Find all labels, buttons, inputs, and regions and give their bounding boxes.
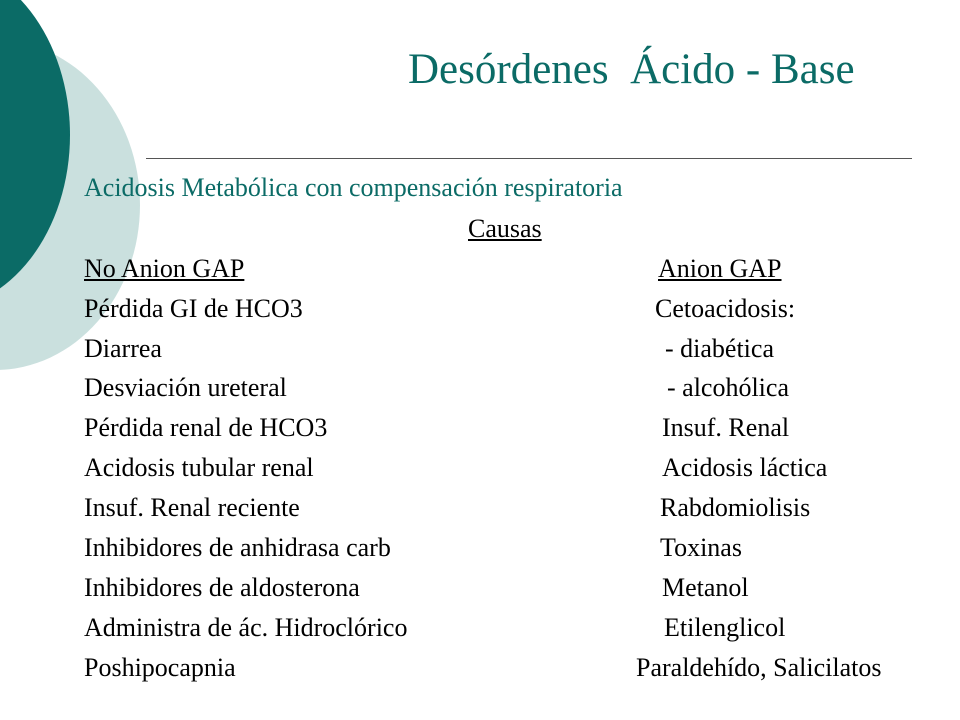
left-item: Insuf. Renal reciente <box>84 493 300 522</box>
left-item: Acidosis tubular renal <box>84 453 314 482</box>
slide-title: Desórdenes Ácido - Base <box>408 46 855 93</box>
left-item: Pérdida GI de HCO3 <box>84 294 303 323</box>
right-item: Paraldehído, Salicilatos <box>636 653 882 682</box>
right-item: Insuf. Renal <box>662 413 790 442</box>
right-item: Cetoacidosis: <box>655 294 796 323</box>
right-item: Acidosis láctica <box>662 453 828 482</box>
left-item: Desviación ureteral <box>84 373 287 402</box>
right-item: Rabdomiolisis <box>660 493 811 522</box>
left-item: Diarrea <box>84 334 162 363</box>
right-item: Etilenglicol <box>664 613 786 642</box>
left-item: Inhibidores de anhidrasa carb <box>84 533 391 562</box>
left-item: Administra de ác. Hidroclórico <box>84 613 408 642</box>
right-item: Metanol <box>662 573 749 602</box>
left-column-header: No Anion GAP <box>84 254 245 283</box>
right-item: - alcohólica <box>667 373 789 402</box>
left-item: Inhibidores de aldosterona <box>84 573 360 602</box>
title-divider <box>146 158 912 159</box>
left-item: Poshipocapnia <box>84 653 236 682</box>
causes-heading: Causas <box>468 214 542 243</box>
slide-subtitle: Acidosis Metabólica con compensación respiratoria <box>84 173 623 202</box>
right-column-header: Anion GAP <box>658 254 782 283</box>
left-item: Pérdida renal de HCO3 <box>84 413 328 442</box>
right-item: - diabética <box>665 334 774 363</box>
right-item: Toxinas <box>660 533 742 562</box>
